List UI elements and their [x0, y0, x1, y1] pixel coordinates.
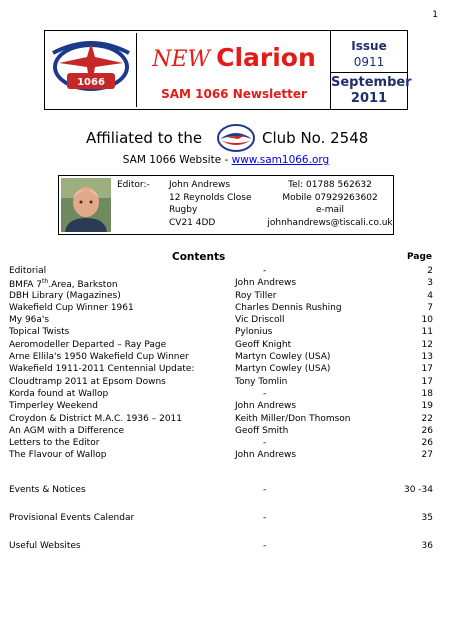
contents-item-title: Wakefield Cup Winner 1961	[9, 302, 134, 313]
extra-row-events	[9, 485, 433, 513]
editor-email[interactable]: johnhandrews@tiscali.co.uk	[267, 217, 393, 228]
contents-item-title: An AGM with a Difference	[9, 425, 125, 436]
affiliation-text-before: Affiliated to the	[86, 129, 203, 147]
issue-block	[331, 31, 412, 109]
contents-row	[9, 450, 433, 462]
newsletter-subtitle: SAM 1066 Newsletter	[161, 87, 307, 101]
contents-item-page: 4	[427, 290, 433, 301]
contents-item-title: Aeromodeller Departed – Ray Page	[9, 339, 167, 350]
title-new: NEW	[152, 47, 211, 72]
editor-photo	[61, 178, 111, 232]
editor-box	[58, 175, 394, 235]
issue-number: 0911	[353, 55, 385, 69]
contents-row	[9, 278, 433, 290]
contents-item-title: Cloudtramp 2011 at Epsom Downs	[9, 376, 166, 387]
contents-item-page: 22	[421, 413, 433, 424]
contents-item-author: -	[263, 266, 267, 276]
bmfa-logo-icon	[216, 123, 256, 153]
contents-item-page: 12	[421, 339, 433, 350]
extra-row-websites	[9, 541, 433, 569]
contents-list	[9, 266, 433, 463]
contents-row	[9, 303, 433, 315]
contents-item-page: 17	[421, 376, 433, 387]
contents-item-author: John Andrews	[235, 450, 297, 461]
affiliation-text-after: Club No. 2548	[262, 129, 369, 147]
contents-item-author: Keith Miller/Don Thomson	[235, 413, 351, 424]
contents-item-title: Korda found at Wallop	[9, 388, 109, 399]
masthead	[44, 30, 412, 110]
extra-item-dash: -	[263, 541, 267, 551]
issue-label: Issue	[351, 39, 387, 53]
contents-item-title: The Flavour of Wallop	[9, 450, 107, 461]
contents-item-author: John Andrews	[235, 401, 297, 412]
extra-row-calendar	[9, 513, 433, 541]
contents-item-title: Letters to the Editor	[9, 438, 100, 449]
contents-item-author: Roy Tiller	[235, 290, 277, 301]
editor-mobile: Mobile 07929263602	[282, 192, 378, 203]
extra-item-title: Events & Notices	[9, 485, 86, 495]
contents-item-author: Geoff Smith	[235, 425, 289, 436]
contents-item-title: Timperley Weekend	[9, 401, 98, 412]
extra-item-page: 36	[421, 541, 433, 551]
editor-town: Rugby	[169, 205, 198, 215]
editor-contact	[267, 179, 393, 229]
contents-item-page: 27	[421, 450, 433, 461]
contents-row	[9, 438, 433, 450]
contents-item-page: 10	[421, 315, 433, 326]
issue-month: September	[331, 75, 412, 90]
contents-row	[9, 389, 433, 401]
extra-item-dash: -	[263, 513, 267, 523]
contents-row	[9, 401, 433, 413]
contents-item-title: DBH Library (Magazines)	[9, 290, 121, 301]
contents-row	[9, 315, 433, 327]
contents-item-title: My 96a's	[9, 315, 50, 326]
contents-row	[9, 266, 433, 278]
contents-item-page: 3	[427, 278, 433, 289]
contents-item-author: Charles Dennis Rushing	[235, 302, 342, 313]
contents-item-author: Pylonius	[235, 327, 273, 338]
contents-item-author: Martyn Cowley (USA)	[235, 352, 331, 363]
contents-item-title: Topical Twists	[9, 327, 70, 338]
extra-item-page: 35	[421, 513, 433, 523]
editor-label: Editor:-	[117, 180, 150, 190]
extra-item-title: Provisional Events Calendar	[9, 513, 135, 523]
extra-item-dash: -	[263, 485, 267, 495]
contents-item-author: -	[263, 388, 267, 399]
page-column-heading: Page	[407, 252, 432, 262]
issue-year: 2011	[350, 91, 388, 106]
extra-item-title: Useful Websites	[9, 541, 81, 551]
editor-email-label: e-mail	[315, 205, 345, 215]
contents-item-page: 26	[421, 438, 433, 449]
contents-item-author: John Andrews	[235, 278, 297, 289]
contents-item-author: Vic Driscoll	[235, 315, 285, 326]
contents-item-title: Croydon & District M.A.C. 1936 – 2011	[9, 413, 182, 424]
contents-item-title: Arne Ellila's 1950 Wakefield Cup Winner	[9, 352, 189, 363]
contents-row	[9, 291, 433, 303]
contents-item-page: 18	[421, 388, 433, 399]
contents-row	[9, 426, 433, 438]
website-label: SAM 1066 Website -	[122, 154, 229, 166]
contents-item-title: BMFA 7th.Area, Barkston	[9, 278, 118, 291]
contents-item-author: -	[263, 438, 267, 449]
editor-portrait-icon	[61, 178, 111, 232]
contents-row	[9, 352, 433, 364]
affiliation-line	[86, 127, 416, 153]
contents-item-page: 2	[427, 266, 433, 276]
editor-postcode: CV21 4DD	[169, 217, 216, 228]
contents-item-page: 26	[421, 425, 433, 436]
contents-item-page: 17	[421, 364, 433, 375]
extra-item-page: 30 -34	[403, 485, 433, 495]
sam1066-emblem-icon	[47, 33, 135, 105]
contents-row	[9, 327, 433, 339]
title-clarion: Clarion	[216, 43, 316, 72]
contents-item-author: Geoff Knight	[235, 339, 292, 350]
contents-row	[9, 414, 433, 426]
sam1066-logo	[47, 33, 137, 107]
editor-tel: Tel: 01788 562632	[288, 180, 372, 190]
contents-item-page: 13	[421, 352, 433, 363]
contents-item-title: Wakefield 1911-2011 Centennial Update:	[9, 364, 195, 375]
website-link[interactable]: www.sam1066.org	[231, 154, 330, 166]
contents-row	[9, 340, 433, 352]
contents-item-page: 19	[421, 401, 433, 412]
contents-row	[9, 377, 433, 389]
contents-row	[9, 364, 433, 376]
editor-name: John Andrews	[169, 180, 231, 190]
editor-address	[169, 179, 252, 229]
contents-item-author: Tony Tomlin	[235, 376, 288, 387]
contents-item-page: 7	[427, 302, 433, 313]
contents-item-title: Editorial	[9, 266, 47, 276]
extra-contents-list	[9, 485, 433, 569]
website-line	[0, 154, 452, 166]
contents-heading: Contents	[172, 251, 226, 263]
editor-street: 12 Reynolds Close	[169, 192, 252, 203]
issue-divider	[331, 72, 407, 73]
page-number: 1	[432, 10, 438, 20]
title-block	[137, 31, 331, 109]
contents-item-page: 11	[421, 327, 433, 338]
contents-item-author: Martyn Cowley (USA)	[235, 364, 331, 375]
logo-number: 1066	[77, 77, 105, 88]
